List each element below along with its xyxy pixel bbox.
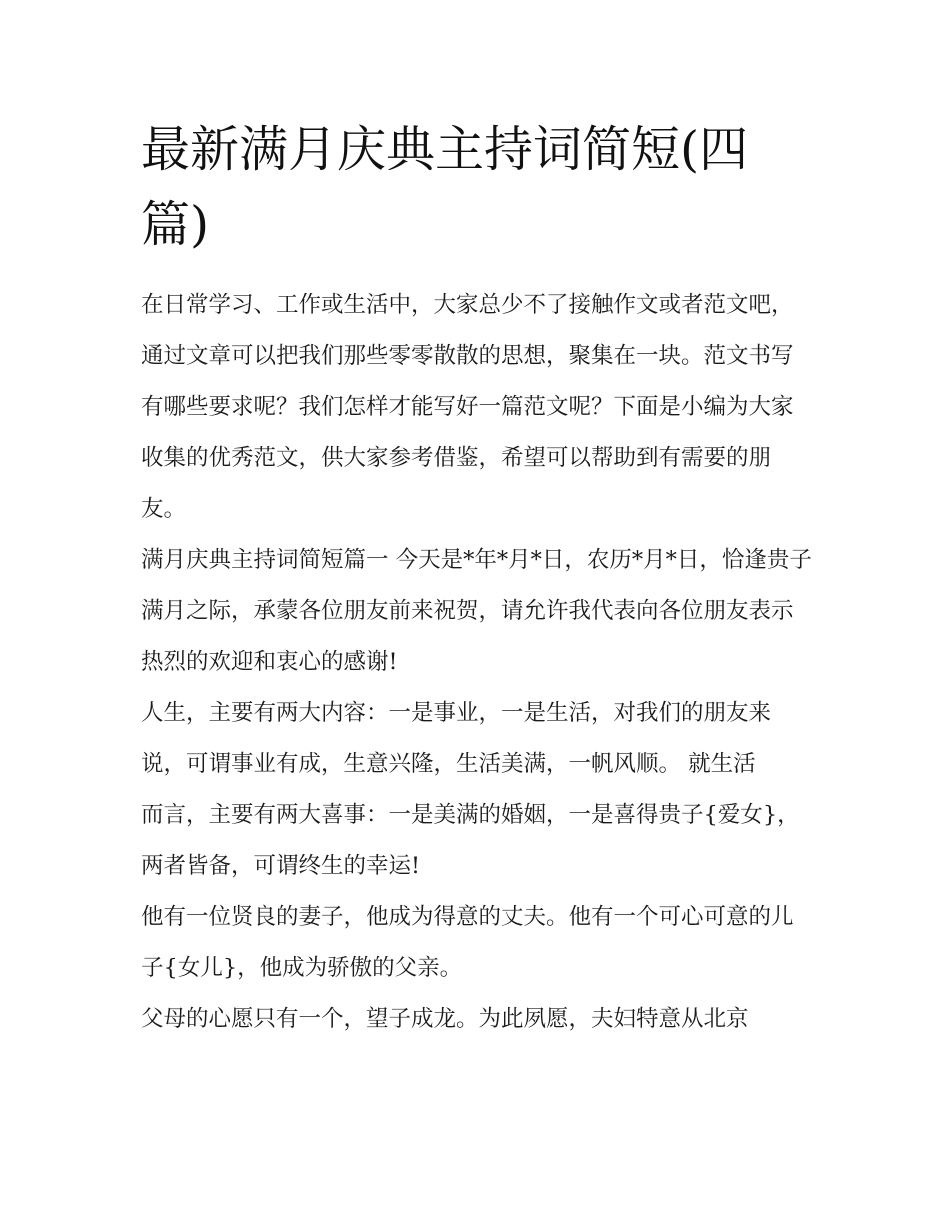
document-content [141,112,813,1045]
paragraph-life: 人生，主要有两大内容：一是事业，一是生活，对我们的朋友来说，可谓事业有成，生意兴隆，生活美满，一帆风顺。 就生活 [141,700,772,777]
paragraph-family: 他有一位贤良的妻子，他成为得意的丈夫。他有一个可心可意的儿子{女儿}，他成为骄傲的父亲。 [141,904,794,981]
document-title: 最新满月庆典主持词简短(四篇) [141,121,749,253]
document-body [141,280,813,1045]
paragraph-intro: 在日常学习、工作或生活中，大家总少不了接触作文或者范文吧，通过文章可以把我们那些零零散散的思想，聚集在一块。范文书写有哪些要求呢？我们怎样才能写好一篇范文呢？下面是小编为大家收集的优秀范文，供大家参考借鉴，希望可以帮助到有需要的朋友。 [141,292,794,522]
paragraph-opening: 满月庆典主持词简短篇一 今天是*年*月*日，农历*月*日，恰逢贵子满月之际，承蒙各位朋友前来祝贺，请允许我代表向各位朋友表示热烈的欢迎和衷心的感谢! [141,547,812,675]
paragraph-happy-events: 而言，主要有两大喜事：一是美满的婚姻，一是喜得贵子{爱女}，两者皆备，可谓终生的幸运! [141,802,800,879]
paragraph-parents-wish: 父母的心愿只有一个，望子成龙。为此夙愿，夫妇特意从北京 [141,1006,749,1032]
